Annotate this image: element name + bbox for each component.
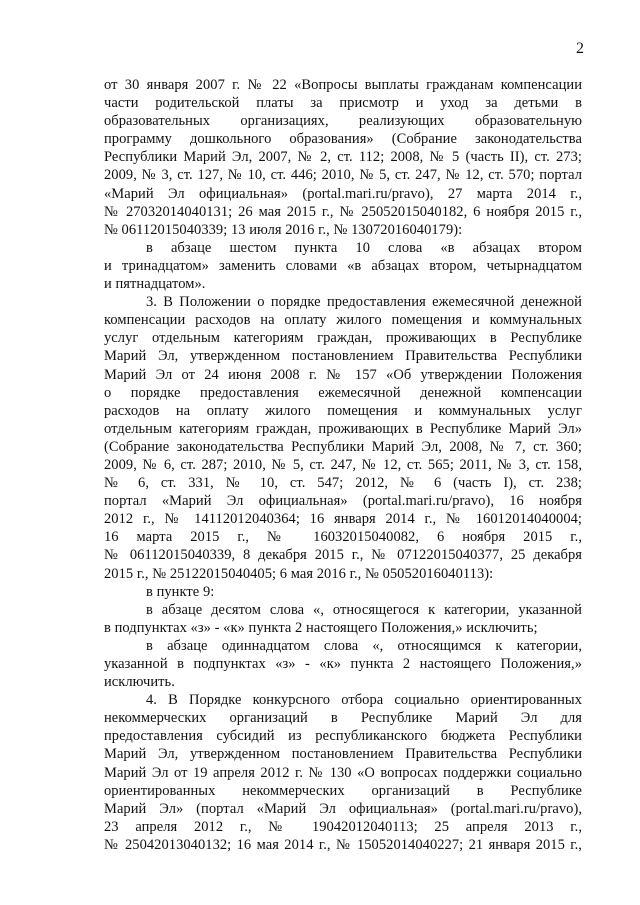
text-line: № 06112015040339, 8 декабря 2015 г., № 07122015040377, 25 декабря	[104, 547, 582, 564]
text-line: услуг отдельным категориям граждан, проживающих в Республике	[104, 330, 582, 347]
text-line: 3. В Положении о порядке предоставления ежемесячной денежной	[146, 294, 582, 311]
text-line: в пункте 9:	[146, 583, 215, 600]
text-line: в абзаце шестом пункта 10 слова «в абзацах втором	[146, 239, 582, 256]
text-line: и пятнадцатом».	[104, 276, 206, 293]
text-line: в абзаце одиннадцатом слова «, относящимся к категории,	[146, 637, 582, 654]
text-line: «Марий Эл официальная» (portal.mari.ru/pravo), 27 марта 2014 г.,	[104, 185, 582, 202]
text-line: указанной в подпунктах «з» - «к» пункта 2 настоящего Положения,»	[104, 656, 582, 672]
text-line: 2009, № 3, ст. 127, № 10, ст. 446; 2010, № 5, ст. 247, № 12, ст. 570; портал	[104, 167, 582, 184]
text-line: в подпунктах «з» - «к» пункта 2 настоящего Положения,» исключить;	[104, 619, 538, 636]
text-line: Марий Эл» (портал «Марий Эл официальная» (portal.mari.ru/pravo),	[104, 800, 582, 817]
text-line: Марий Эл от 19 апреля 2012 г. № 130 «О вопросах поддержки социально	[104, 764, 582, 781]
text-line: исключить.	[104, 674, 175, 691]
text-line: № 06112015040339; 13 июля 2016 г., № 13072016040179):	[104, 221, 463, 238]
text-line: 23 апреля 2012 г., № 19042012040113; 25 апреля 2013 г.,	[104, 818, 582, 835]
page-number: 2	[576, 40, 584, 57]
text-line: в абзаце десятом слова «, относящегося к категории, указанной	[146, 601, 582, 618]
text-line: 4. В Порядке конкурсного отбора социально ориентированных	[146, 692, 582, 709]
text-line: Марий Эл от 24 июня 2008 г. № 157 «Об утверждении Положения	[104, 366, 582, 383]
document-body	[104, 76, 582, 854]
text-line: 16 марта 2015 г., № 16032015040082, 6 ноября 2015 г.,	[104, 529, 582, 546]
text-line: образовательных организациях, реализующих образовательную	[104, 113, 582, 130]
text-line: 2012 г., № 14112012040364; 16 января 2014 г., № 16012014040004;	[104, 511, 582, 528]
text-line: Марий Эл, утвержденном постановлением Правительства Республики	[104, 746, 582, 763]
text-line: о порядке предоставления ежемесячной денежной компенсации	[104, 384, 582, 401]
text-line: компенсации расходов на оплату жилого помещения и коммунальных	[104, 312, 582, 329]
text-line: портал «Марий Эл официальная» (portal.mari.ru/pravo), 16 ноября	[104, 493, 582, 510]
text-line: Республики Марий Эл, 2007, № 2, ст. 112; 2008, № 5 (часть II), ст. 273;	[104, 149, 582, 166]
text-line: части родительской платы за присмотр и уход за детьми в	[104, 95, 582, 112]
text-line: № 25042013040132; 16 мая 2014 г., № 15052014040227; 21 января 2015 г.,	[104, 836, 582, 853]
text-line: предоставления субсидий из республиканского бюджета Республики	[104, 728, 582, 745]
text-line: программу дошкольного образования» (Собрание законодательства	[104, 131, 582, 148]
text-line: от 30 января 2007 г. № 22 «Вопросы выплаты гражданам компенсации	[104, 77, 582, 93]
text-line: № 6, ст. 331, № 10, ст. 547; 2012, № 6 (часть I), ст. 238;	[104, 475, 582, 492]
text-line: отдельным категориям граждан, проживающих в Республике Марий Эл»	[104, 420, 582, 437]
text-line: Марий Эл, утвержденном постановлением Правительства Республики	[104, 348, 582, 365]
text-line: (Собрание законодательства Республики Марий Эл, 2008, № 7, ст. 360;	[104, 438, 582, 455]
text-line: и тринадцатом» заменить словами «в абзацах втором, четырнадцатом	[104, 257, 582, 274]
text-line: расходов на оплату жилого помещения и коммунальных услуг	[104, 402, 582, 419]
text-line: 2015 г., № 25122015040405; 6 мая 2016 г., № 05052016040113):	[104, 565, 494, 582]
text-line: ориентированных некоммерческих организаций в Республике	[104, 782, 582, 799]
text-line: некоммерческих организаций в Республике Марий Эл для	[104, 710, 582, 727]
text-line: 2009, № 6, ст. 287; 2010, № 5, ст. 247, № 12, ст. 565; 2011, № 3, ст. 158,	[104, 456, 582, 473]
text-line: № 27032014040131; 26 мая 2015 г., № 25052015040182, 6 ноября 2015 г.,	[104, 203, 582, 220]
